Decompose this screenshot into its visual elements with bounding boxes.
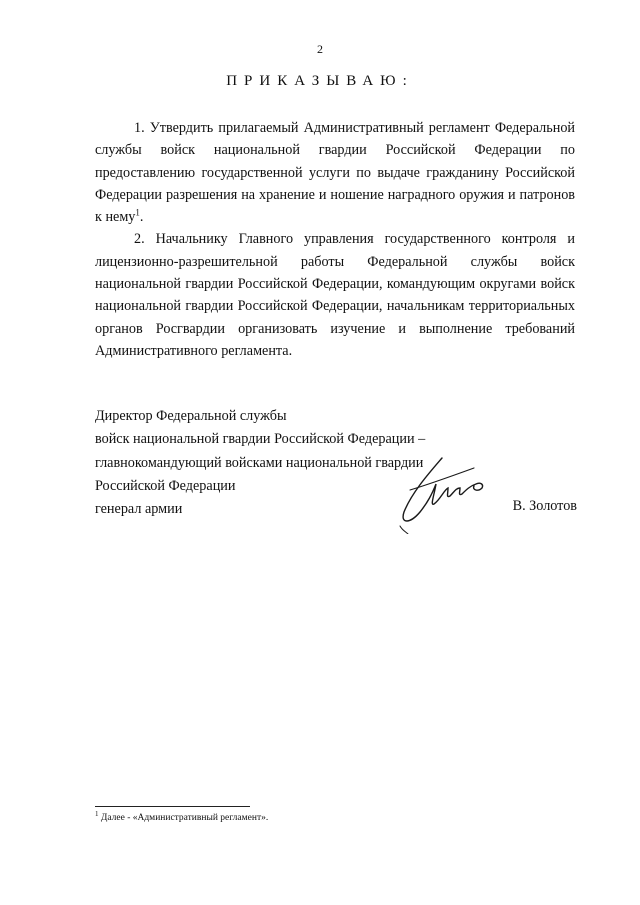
order-heading: ПРИКАЗЫВАЮ: [226,73,414,89]
order-body [95,117,575,362]
order-item-1 [95,117,575,228]
order-item-2: 2. Начальнику Главного управления государственного контроля и лицензионно-разрешительной работы Федеральной службы войск национальной гвардии Российской Федерации, командующим округами войск национальной гвардии Российской Федерации, начальникам территориальных органов Росгвардии организовать изучение и выполнение требований Административного регламента. [95,231,575,359]
signer-name: В. Золотов [512,498,577,514]
signer-title-line-1: Директор Федеральной службы [95,408,287,424]
page-number: 2 [317,42,323,56]
footnote [95,809,269,823]
signature-block [95,405,575,521]
order-item-1-end: . [139,209,144,226]
signer-title-line-2: войск национальной гвардии Российской Федерации – [95,431,426,448]
order-item-1-text: 1. Утвердить прилагаемый Административный регламент Федеральной службы войск национальной гвардии Российской Федерации по предоставлению государственной услуги по выдаче гражданину Российской Федерации разрешения на хранение и ношение наградного оружия и патронов к нему [95,120,575,226]
footnote-reference: 1 [135,207,140,218]
signer-title-line-3: главнокомандующий войсками национальной гвардии [95,454,424,471]
footnote-marker: 1 [95,809,99,818]
signer-rank: генерал армии [95,501,183,518]
footnote-divider [95,806,250,807]
handwritten-signature [390,454,500,534]
signer-title-line-4: Российской Федерации [95,477,236,494]
footnote-text: Далее - «Административный регламент». [100,813,269,823]
